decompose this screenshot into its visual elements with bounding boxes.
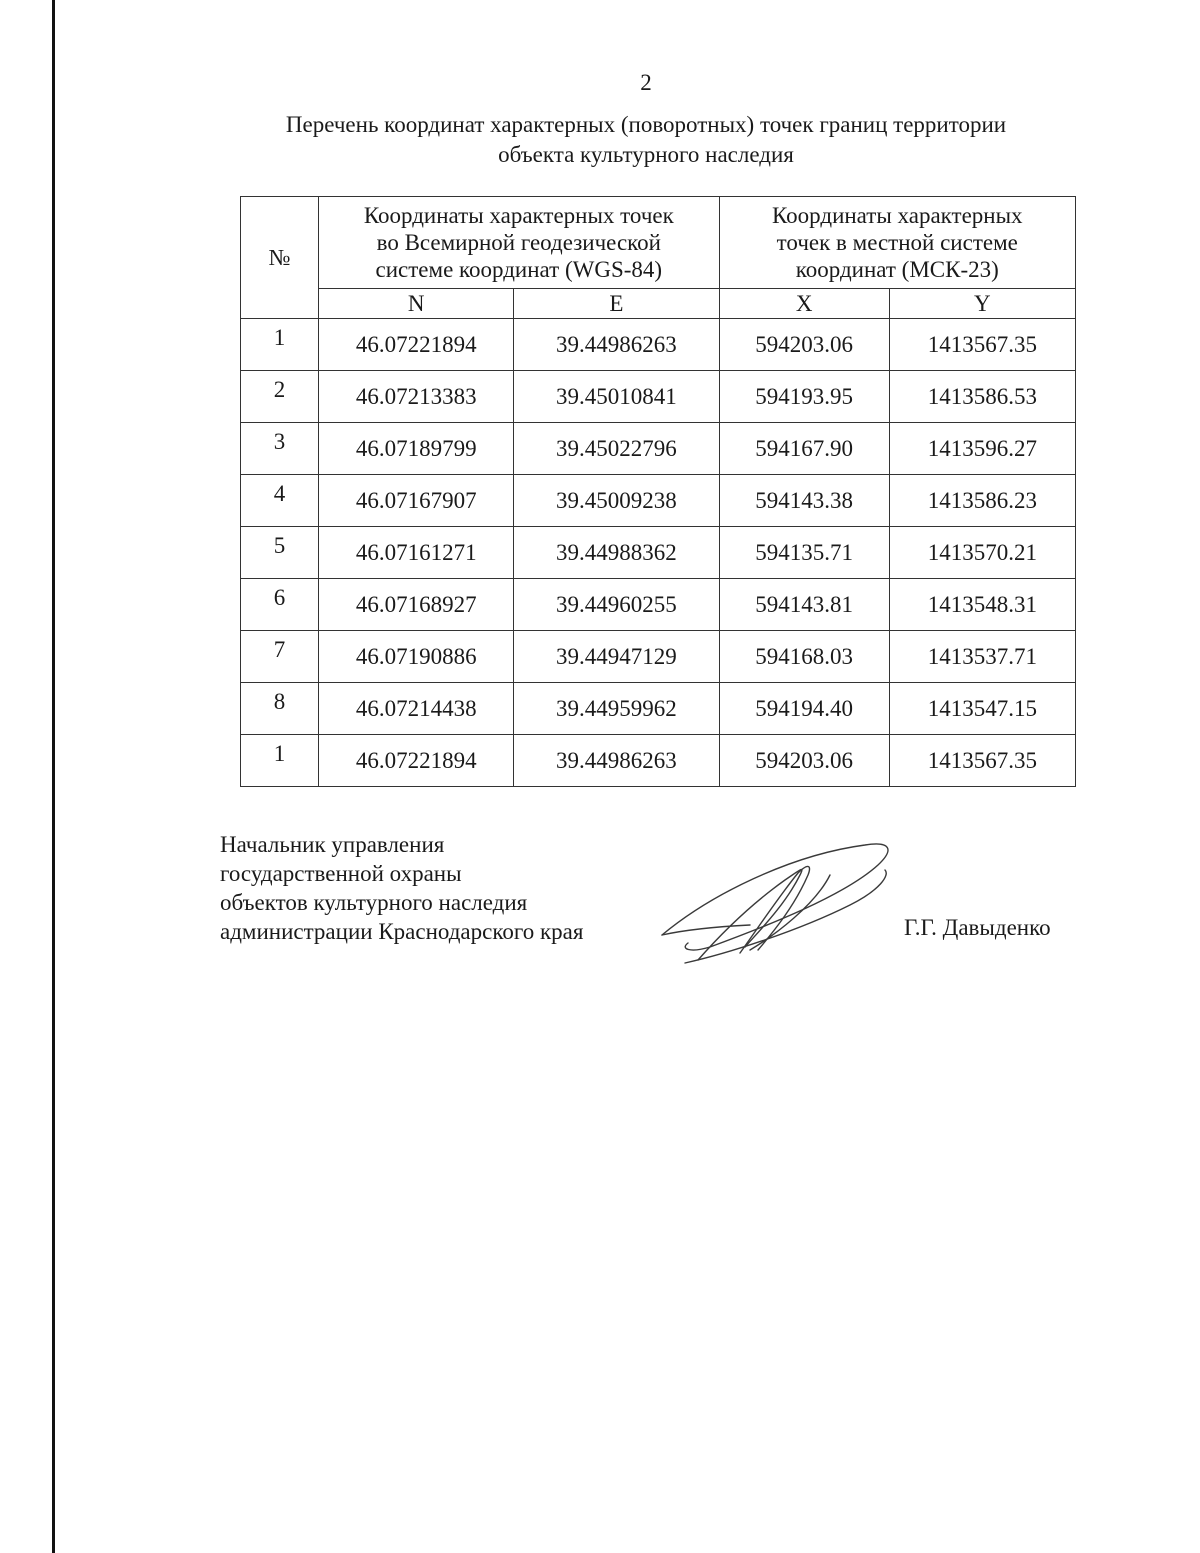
position-line: объектов культурного наследия bbox=[220, 890, 528, 915]
x-coordinate-cell: 594203.06 bbox=[719, 319, 889, 371]
coordinates-table bbox=[240, 196, 1076, 787]
x-column-header: X bbox=[719, 289, 889, 319]
msk23-header-line-1: Координаты характерных bbox=[771, 203, 1023, 228]
e-coordinate-cell: 39.44959962 bbox=[514, 683, 719, 735]
point-number-cell: 3 bbox=[241, 423, 319, 475]
signer-name: Г.Г. Давыденко bbox=[904, 915, 1051, 940]
x-coordinate-cell: 594143.81 bbox=[719, 579, 889, 631]
page-number: 2 bbox=[640, 70, 652, 95]
point-number-cell: 8 bbox=[241, 683, 319, 735]
e-coordinate-cell: 39.44986263 bbox=[514, 319, 719, 371]
table-row bbox=[241, 371, 1076, 423]
y-coordinate-cell: 1413567.35 bbox=[889, 319, 1075, 371]
wgs84-header-line-2: во Всемирной геодезической bbox=[376, 230, 661, 255]
n-coordinate-cell: 46.07189799 bbox=[319, 423, 514, 475]
table-row bbox=[241, 683, 1076, 735]
msk23-header-line-3: координат (МСК-23) bbox=[795, 257, 999, 282]
y-coordinate-cell: 1413570.21 bbox=[889, 527, 1075, 579]
x-coordinate-cell: 594194.40 bbox=[719, 683, 889, 735]
table-row bbox=[241, 475, 1076, 527]
msk23-group-header bbox=[719, 197, 1075, 289]
table-row bbox=[241, 579, 1076, 631]
x-coordinate-cell: 594168.03 bbox=[719, 631, 889, 683]
page-left-edge bbox=[52, 0, 55, 1553]
title-line-1: Перечень координат характерных (поворотных) точек границ территории bbox=[285, 112, 1007, 137]
number-column-header: № bbox=[241, 197, 319, 319]
msk23-header-line-2: точек в местной системе bbox=[776, 230, 1018, 255]
n-column-header: N bbox=[319, 289, 514, 319]
n-coordinate-cell: 46.07190886 bbox=[319, 631, 514, 683]
point-number-cell: 4 bbox=[241, 475, 319, 527]
y-column-header: Y bbox=[889, 289, 1075, 319]
y-coordinate-cell: 1413596.27 bbox=[889, 423, 1075, 475]
n-coordinate-cell: 46.07161271 bbox=[319, 527, 514, 579]
x-coordinate-cell: 594193.95 bbox=[719, 371, 889, 423]
table-row bbox=[241, 631, 1076, 683]
position-line: государственной охраны bbox=[220, 861, 462, 886]
position-line: Начальник управления bbox=[220, 832, 445, 857]
e-coordinate-cell: 39.44947129 bbox=[514, 631, 719, 683]
e-coordinate-cell: 39.45022796 bbox=[514, 423, 719, 475]
wgs84-header-line-3: системе координат (WGS-84) bbox=[375, 257, 663, 282]
e-coordinate-cell: 39.45009238 bbox=[514, 475, 719, 527]
table-subheader-row bbox=[241, 289, 1076, 319]
y-coordinate-cell: 1413567.35 bbox=[889, 735, 1075, 787]
n-coordinate-cell: 46.07167907 bbox=[319, 475, 514, 527]
y-coordinate-cell: 1413547.15 bbox=[889, 683, 1075, 735]
x-coordinate-cell: 594135.71 bbox=[719, 527, 889, 579]
x-coordinate-cell: 594167.90 bbox=[719, 423, 889, 475]
table-row bbox=[241, 319, 1076, 371]
point-number-cell: 5 bbox=[241, 527, 319, 579]
y-coordinate-cell: 1413548.31 bbox=[889, 579, 1075, 631]
e-coordinate-cell: 39.45010841 bbox=[514, 371, 719, 423]
document-title bbox=[210, 110, 1082, 170]
wgs84-header-line-1: Координаты характерных точек bbox=[363, 203, 674, 228]
point-number-cell: 1 bbox=[241, 319, 319, 371]
position-line: администрации Краснодарского края bbox=[220, 919, 584, 944]
title-line-2: объекта культурного наследия bbox=[498, 142, 794, 167]
e-column-header: E bbox=[514, 289, 719, 319]
n-coordinate-cell: 46.07221894 bbox=[319, 735, 514, 787]
point-number-cell: 1 bbox=[241, 735, 319, 787]
point-number-cell: 7 bbox=[241, 631, 319, 683]
n-coordinate-cell: 46.07221894 bbox=[319, 319, 514, 371]
y-coordinate-cell: 1413586.53 bbox=[889, 371, 1075, 423]
point-number-cell: 6 bbox=[241, 579, 319, 631]
wgs84-group-header bbox=[319, 197, 719, 289]
x-coordinate-cell: 594203.06 bbox=[719, 735, 889, 787]
n-coordinate-cell: 46.07213383 bbox=[319, 371, 514, 423]
n-coordinate-cell: 46.07214438 bbox=[319, 683, 514, 735]
y-coordinate-cell: 1413586.23 bbox=[889, 475, 1075, 527]
signatory-position bbox=[220, 830, 583, 946]
table-row bbox=[241, 527, 1076, 579]
e-coordinate-cell: 39.44986263 bbox=[514, 735, 719, 787]
table-header-row bbox=[241, 197, 1076, 289]
x-coordinate-cell: 594143.38 bbox=[719, 475, 889, 527]
e-coordinate-cell: 39.44960255 bbox=[514, 579, 719, 631]
point-number-cell: 2 bbox=[241, 371, 319, 423]
table-body bbox=[241, 319, 1076, 787]
e-coordinate-cell: 39.44988362 bbox=[514, 527, 719, 579]
y-coordinate-cell: 1413537.71 bbox=[889, 631, 1075, 683]
table-row bbox=[241, 423, 1076, 475]
table-row bbox=[241, 735, 1076, 787]
n-coordinate-cell: 46.07168927 bbox=[319, 579, 514, 631]
handwritten-signature bbox=[650, 835, 900, 970]
